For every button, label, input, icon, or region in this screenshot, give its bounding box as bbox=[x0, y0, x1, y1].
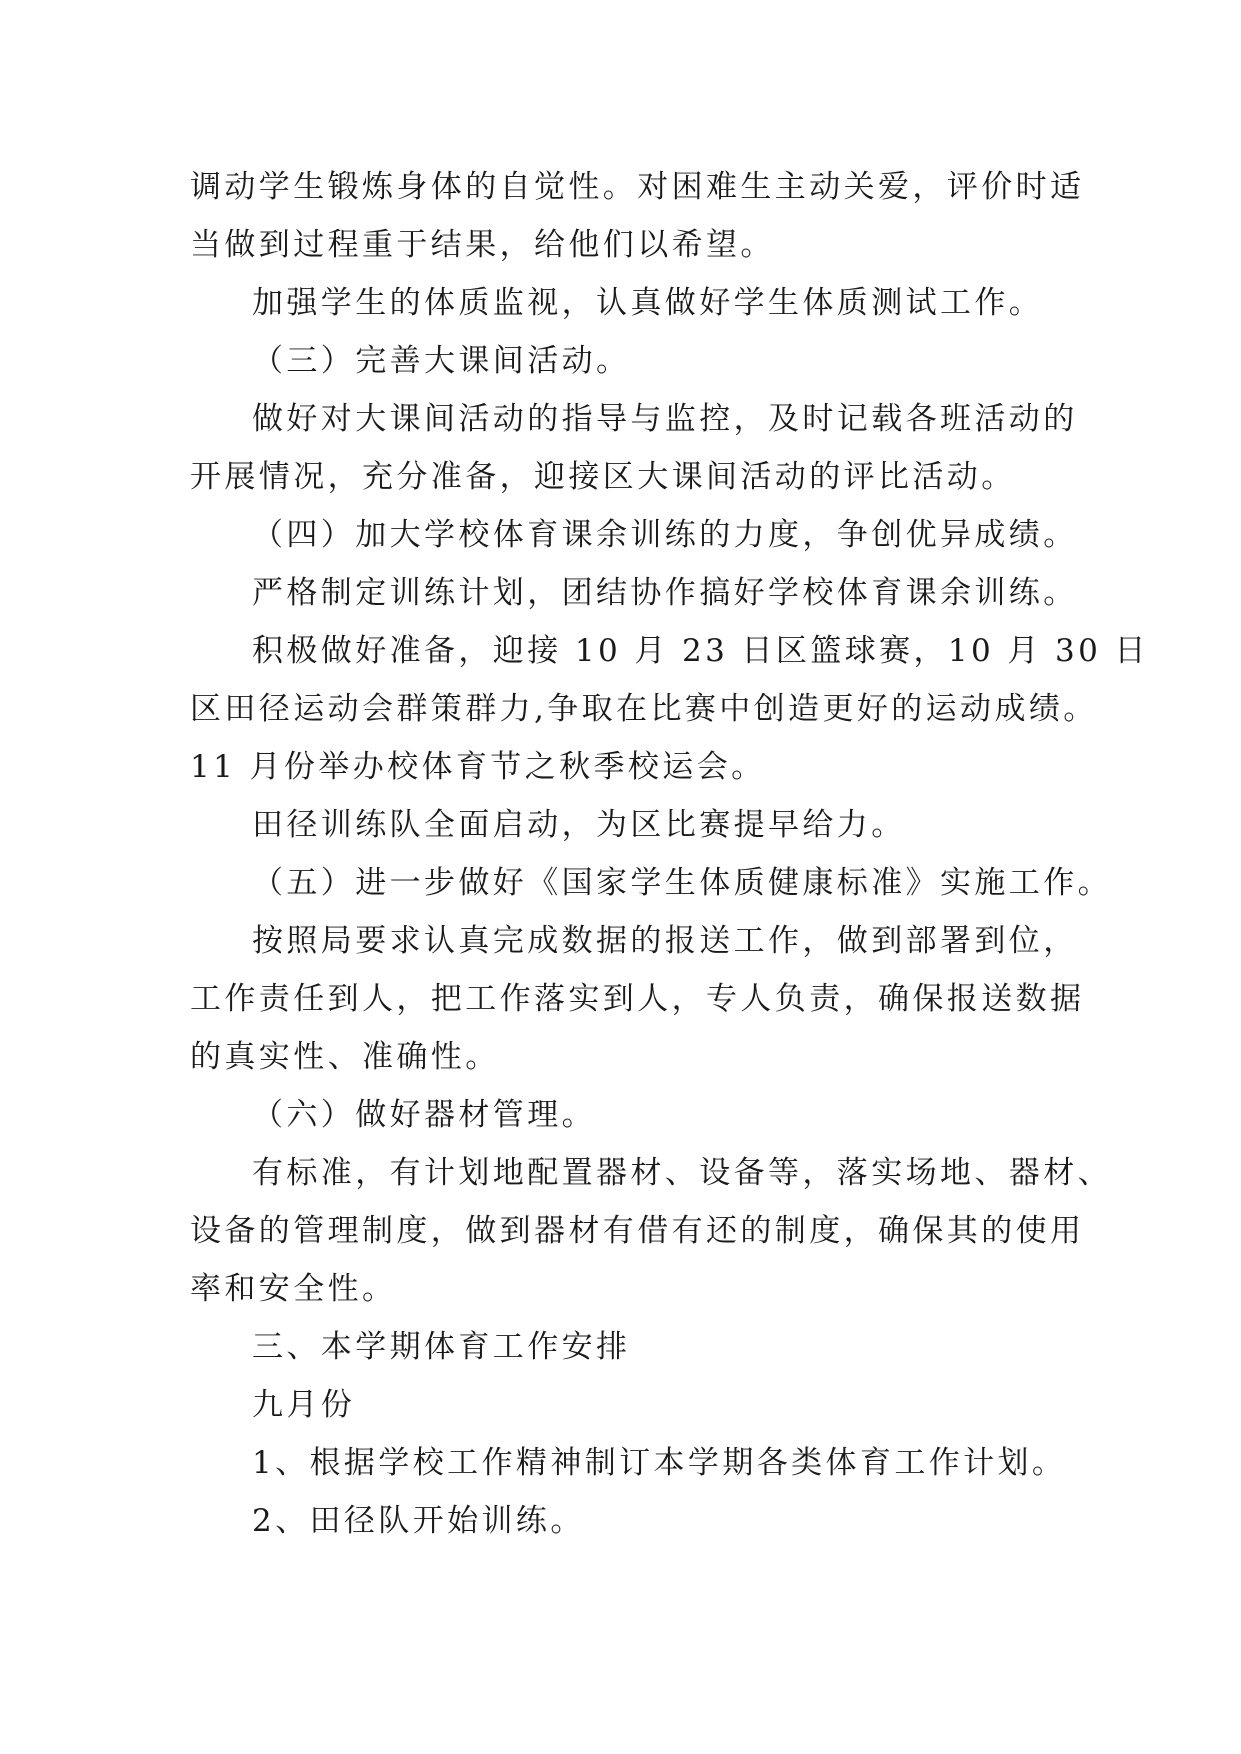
document-body bbox=[190, 158, 1149, 1550]
list-item: 1、根据学校工作精神制订本学期各类体育工作计划。 bbox=[252, 1445, 1067, 1481]
text-line: 11 月份举办校体育节之秋季校运会。 bbox=[190, 749, 766, 785]
list-item: 2、田径队开始训练。 bbox=[252, 1503, 585, 1539]
text-line: 设备的管理制度，做到器材有借有还的制度，确保其的使用 bbox=[190, 1213, 1085, 1249]
section-heading: （四）加大学校体育课余训练的力度，争创优异成绩。 bbox=[252, 517, 1078, 553]
text-line: 调动学生锻炼身体的自觉性。对困难生主动关爱，评价时适 bbox=[190, 169, 1085, 205]
text-line: 加强学生的体质监视，认真做好学生体质测试工作。 bbox=[252, 285, 1044, 321]
section-heading: （六）做好器材管理。 bbox=[252, 1097, 596, 1133]
text-line: 工作责任到人，把工作落实到人，专人负责，确保报送数据 bbox=[190, 981, 1085, 1017]
section-heading: （三）完善大课间活动。 bbox=[252, 343, 631, 379]
chapter-heading: 三、本学期体育工作安排 bbox=[252, 1329, 631, 1365]
text-line: 开展情况，充分准备，迎接区大课间活动的评比活动。 bbox=[190, 459, 1016, 495]
section-heading: （五）进一步做好《国家学生体质健康标准》实施工作。 bbox=[252, 865, 1112, 901]
text-line: 田径训练队全面启动，为区比赛提早给力。 bbox=[252, 807, 906, 843]
text-line: 率和安全性。 bbox=[190, 1271, 397, 1307]
month-heading: 九月份 bbox=[252, 1387, 356, 1423]
text-line: 区田径运动会群策群力,争取在比赛中创造更好的运动成绩。 bbox=[190, 691, 1098, 727]
text-line: 当做到过程重于结果，给他们以希望。 bbox=[190, 227, 775, 263]
text-line: 有标准，有计划地配置器材、设备等，落实场地、器材、 bbox=[252, 1155, 1112, 1191]
text-line: 按照局要求认真完成数据的报送工作，做到部署到位， bbox=[252, 923, 1078, 959]
text-line: 严格制定训练计划，团结协作搞好学校体育课余训练。 bbox=[252, 575, 1078, 611]
text-line: 做好对大课间活动的指导与监控，及时记载各班活动的 bbox=[252, 401, 1078, 437]
text-line: 积极做好准备，迎接 10 月 23 日区篮球赛，10 月 30 日 bbox=[252, 633, 1149, 669]
text-line: 的真实性、准确性。 bbox=[190, 1039, 500, 1075]
